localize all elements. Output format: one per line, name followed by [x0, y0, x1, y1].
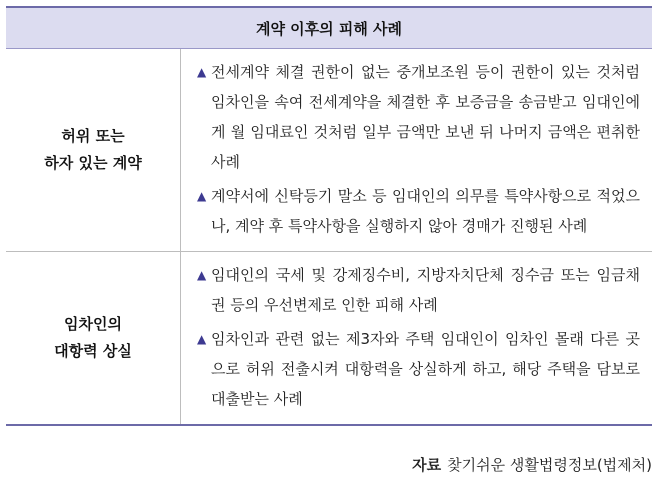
table-row — [6, 49, 652, 252]
source-text: 찾기쉬운 생활법령정보(법제처) — [447, 456, 652, 474]
category-line: 임차인의 — [64, 315, 122, 333]
category-line: 허위 또는 — [61, 127, 125, 145]
list-item — [197, 324, 640, 414]
table-header — [6, 8, 652, 49]
case-list — [181, 252, 652, 424]
triangle-bullet-icon: ▲ — [197, 268, 207, 282]
category-cell — [6, 252, 181, 424]
list-item — [197, 181, 640, 241]
list-item — [197, 57, 640, 177]
list-item — [197, 260, 640, 320]
category-line: 하자 있는 계약 — [44, 154, 142, 172]
triangle-bullet-icon: ▲ — [197, 189, 207, 203]
category-line: 대항력 상실 — [54, 342, 132, 360]
triangle-bullet-icon: ▲ — [197, 65, 207, 79]
case-text: 전세계약 체결 권한이 없는 중개보조원 등이 권한이 있는 것처럼 임차인을 속여 전세계약을 체결한 후 보증금을 송금받고 임대인에게 월 임대료인 것처럼 일부 금액만 보낸 뒤 나머지 금액은 편취한 사례 — [211, 63, 640, 171]
case-text: 계약서에 신탁등기 말소 등 임대인의 의무를 특약사항으로 적었으나, 계약 후 특약사항을 실행하지 않아 경매가 진행된 사례 — [211, 187, 640, 235]
case-text: 임차인과 관련 없는 제3자와 주택 임대인이 임차인 몰래 다른 곳으로 허위 전출시켜 대항력을 상실하게 하고, 해당 주택을 담보로 대출받는 사례 — [211, 330, 640, 408]
source-label: 자료 — [412, 456, 442, 474]
triangle-bullet-icon: ▲ — [197, 332, 207, 346]
source-note — [412, 454, 652, 475]
table-title: 계약 이후의 피해 사례 — [255, 19, 403, 38]
case-list — [181, 49, 652, 251]
case-table — [6, 6, 652, 426]
category-cell — [6, 49, 181, 251]
table-row — [6, 252, 652, 424]
case-text: 임대인의 국세 및 강제징수비, 지방자치단체 징수금 또는 임금채권 등의 우선변제로 인한 피해 사례 — [211, 266, 640, 314]
